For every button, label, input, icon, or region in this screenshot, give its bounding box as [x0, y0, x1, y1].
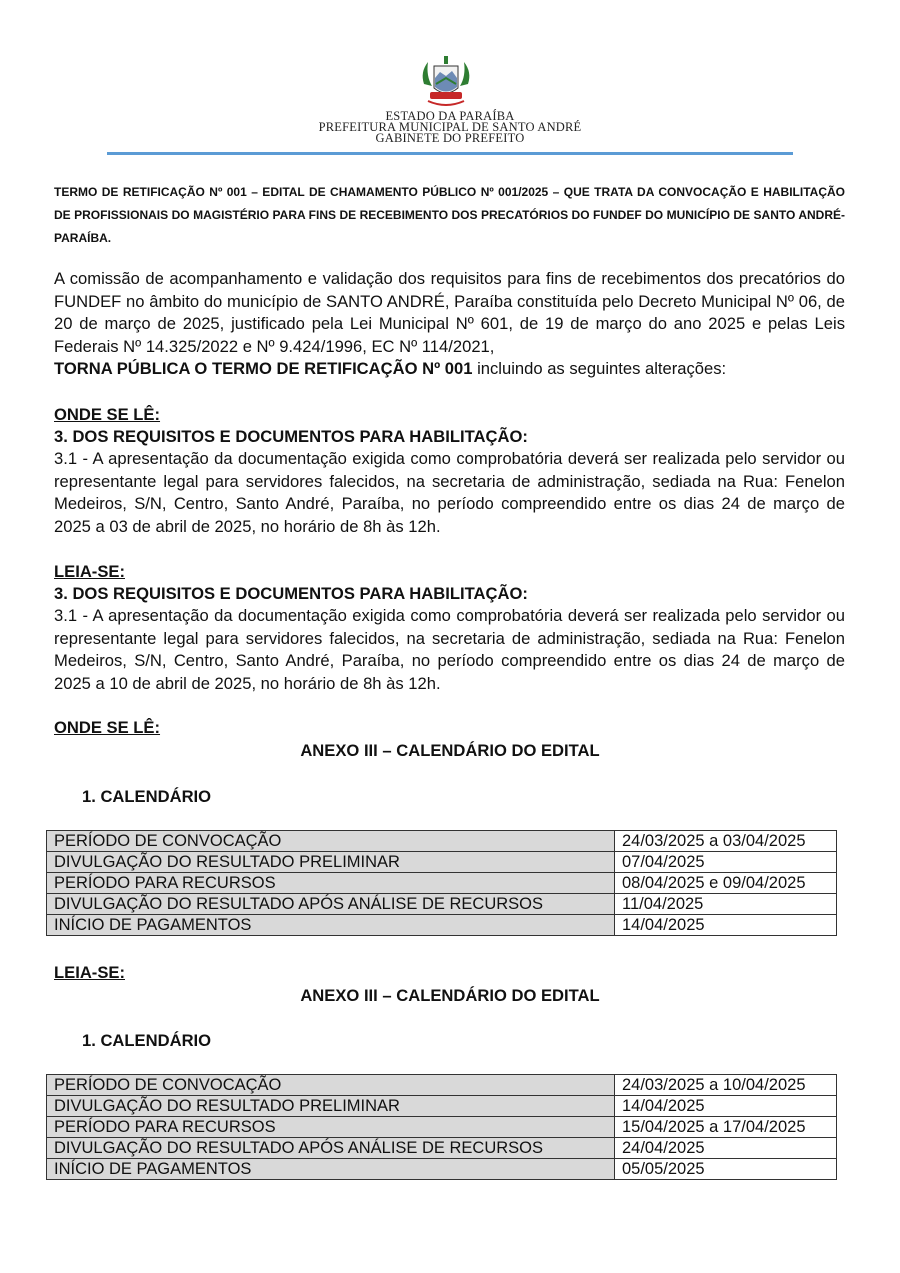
annex-title-old: ANEXO III – CALENDÁRIO DO EDITAL — [300, 741, 600, 760]
letterhead-prefecture: PREFEITURA MUNICIPAL DE SANTO ANDRÉ — [318, 120, 582, 134]
calendar-event-cell: INÍCIO DE PAGAMENTOS — [47, 915, 615, 936]
calendar-event-cell: DIVULGAÇÃO DO RESULTADO PRELIMINAR — [47, 1096, 615, 1117]
calendar-event-cell: PERÍODO DE CONVOCAÇÃO — [47, 831, 615, 852]
calendar-event-cell: INÍCIO DE PAGAMENTOS — [47, 1159, 615, 1180]
calendar-date-cell: 15/04/2025 a 17/04/2025 — [615, 1117, 837, 1138]
calendar-event-cell: PERÍODO DE CONVOCAÇÃO — [47, 1075, 615, 1096]
table-row — [47, 1159, 837, 1180]
onde-se-le-label-1: ONDE SE LÊ: — [54, 405, 161, 424]
table-row — [47, 915, 837, 936]
intro-bold: TORNA PÚBLICA O TERMO DE RETIFICAÇÃO Nº 001 — [54, 359, 473, 378]
leia-se-label-1: LEIA-SE: — [54, 562, 125, 581]
leia-se-label-2: LEIA-SE: — [54, 963, 125, 982]
calendar-date-cell: 24/03/2025 a 10/04/2025 — [615, 1075, 837, 1096]
calendar-event-cell: DIVULGAÇÃO DO RESULTADO PRELIMINAR — [47, 852, 615, 873]
calendar-table-old — [46, 830, 837, 936]
requirements-heading-old: 3. DOS REQUISITOS E DOCUMENTOS PARA HABILITAÇÃO: — [54, 427, 528, 446]
calendar-date-cell: 24/03/2025 a 03/04/2025 — [615, 831, 837, 852]
letterhead-state: ESTADO DA PARAÍBA — [385, 109, 515, 123]
calendar-date-cell: 14/04/2025 — [615, 915, 837, 936]
intro-text: A comissão de acompanhamento e validação dos requisitos para fins de recebimentos dos precatórios do FUNDEF no âmbito do município de SANTO ANDRÉ, Paraíba constituída pelo Decreto Municipal Nº 06, de 20 de março de 2025, justificado pela Lei Municipal Nº 601, de 19 de março do ano 2025 e pelas Leis Federais Nº 14.325/2022 e Nº 9.424/1996, EC Nº 114/2021, — [54, 269, 845, 356]
letterhead-divider — [107, 152, 793, 155]
table-row — [47, 831, 837, 852]
requirements-text-old: 3.1 - A apresentação da documentação exigida como comprobatória deverá ser realizada pelo servidor ou representante legal para servidores falecidos, na secretaria de administração, sediada na Rua: Fenelon Medeiros, S/N, Centro, Santo André, Paraíba, no período compreendido entre os dias 24 de março de 2025 a 03 de abril de 2025, no horário de 8h às 12h. — [54, 449, 845, 536]
document-title: TERMO DE RETIFICAÇÃO Nº 001 – EDITAL DE CHAMAMENTO PÚBLICO Nº 001/2025 – QUE TRATA DA CONVOCAÇÃO E HABILITAÇÃO DE PROFISSIONAIS DO MAGISTÉRIO PARA FINS DE RECEBIMENTO DOS PRECATÓRIOS DO FUNDEF DO MUNICÍPIO DE SANTO ANDRÉ- PARAÍBA. — [54, 185, 845, 245]
calendar-item-title-old: 1. CALENDÁRIO — [82, 787, 212, 806]
calendar-event-cell: DIVULGAÇÃO DO RESULTADO APÓS ANÁLISE DE RECURSOS — [47, 1138, 615, 1159]
annex-title-new: ANEXO III – CALENDÁRIO DO EDITAL — [300, 986, 600, 1005]
calendar-date-cell: 08/04/2025 e 09/04/2025 — [615, 873, 837, 894]
table-row — [47, 894, 837, 915]
calendar-event-cell: PERÍODO PARA RECURSOS — [47, 873, 615, 894]
table-row — [47, 1075, 837, 1096]
requirements-text-new: 3.1 - A apresentação da documentação exigida como comprobatória deverá ser realizada pelo servidor ou representante legal para servidores falecidos, na secretaria de administração, sediada na Rua: Fenelon Medeiros, S/N, Centro, Santo André, Paraíba, no período compreendido entre os dias 24 de março de 2025 a 10 de abril de 2025, no horário de 8h às 12h. — [54, 606, 845, 693]
letterhead-office: GABINETE DO PREFEITO — [375, 131, 525, 145]
calendar-event-cell: PERÍODO PARA RECURSOS — [47, 1117, 615, 1138]
intro-tail: incluindo as seguintes alterações: — [472, 359, 727, 378]
calendar-date-cell: 14/04/2025 — [615, 1096, 837, 1117]
calendar-event-cell: DIVULGAÇÃO DO RESULTADO APÓS ANÁLISE DE RECURSOS — [47, 894, 615, 915]
calendar-date-cell: 24/04/2025 — [615, 1138, 837, 1159]
table-row — [47, 1117, 837, 1138]
calendar-item-title-new: 1. CALENDÁRIO — [82, 1031, 212, 1050]
table-row — [47, 1096, 837, 1117]
calendar-table-new — [46, 1074, 837, 1180]
calendar-date-cell: 11/04/2025 — [615, 894, 837, 915]
table-row — [47, 852, 837, 873]
calendar-date-cell: 05/05/2025 — [615, 1159, 837, 1180]
calendar-date-cell: 07/04/2025 — [615, 852, 837, 873]
table-row — [47, 1138, 837, 1159]
requirements-heading-new: 3. DOS REQUISITOS E DOCUMENTOS PARA HABILITAÇÃO: — [54, 584, 528, 603]
letterhead — [0, 111, 900, 144]
coat-of-arms-logo — [418, 54, 474, 110]
onde-se-le-label-2: ONDE SE LÊ: — [54, 718, 161, 737]
intro-paragraph — [54, 268, 845, 381]
table-row — [47, 873, 837, 894]
